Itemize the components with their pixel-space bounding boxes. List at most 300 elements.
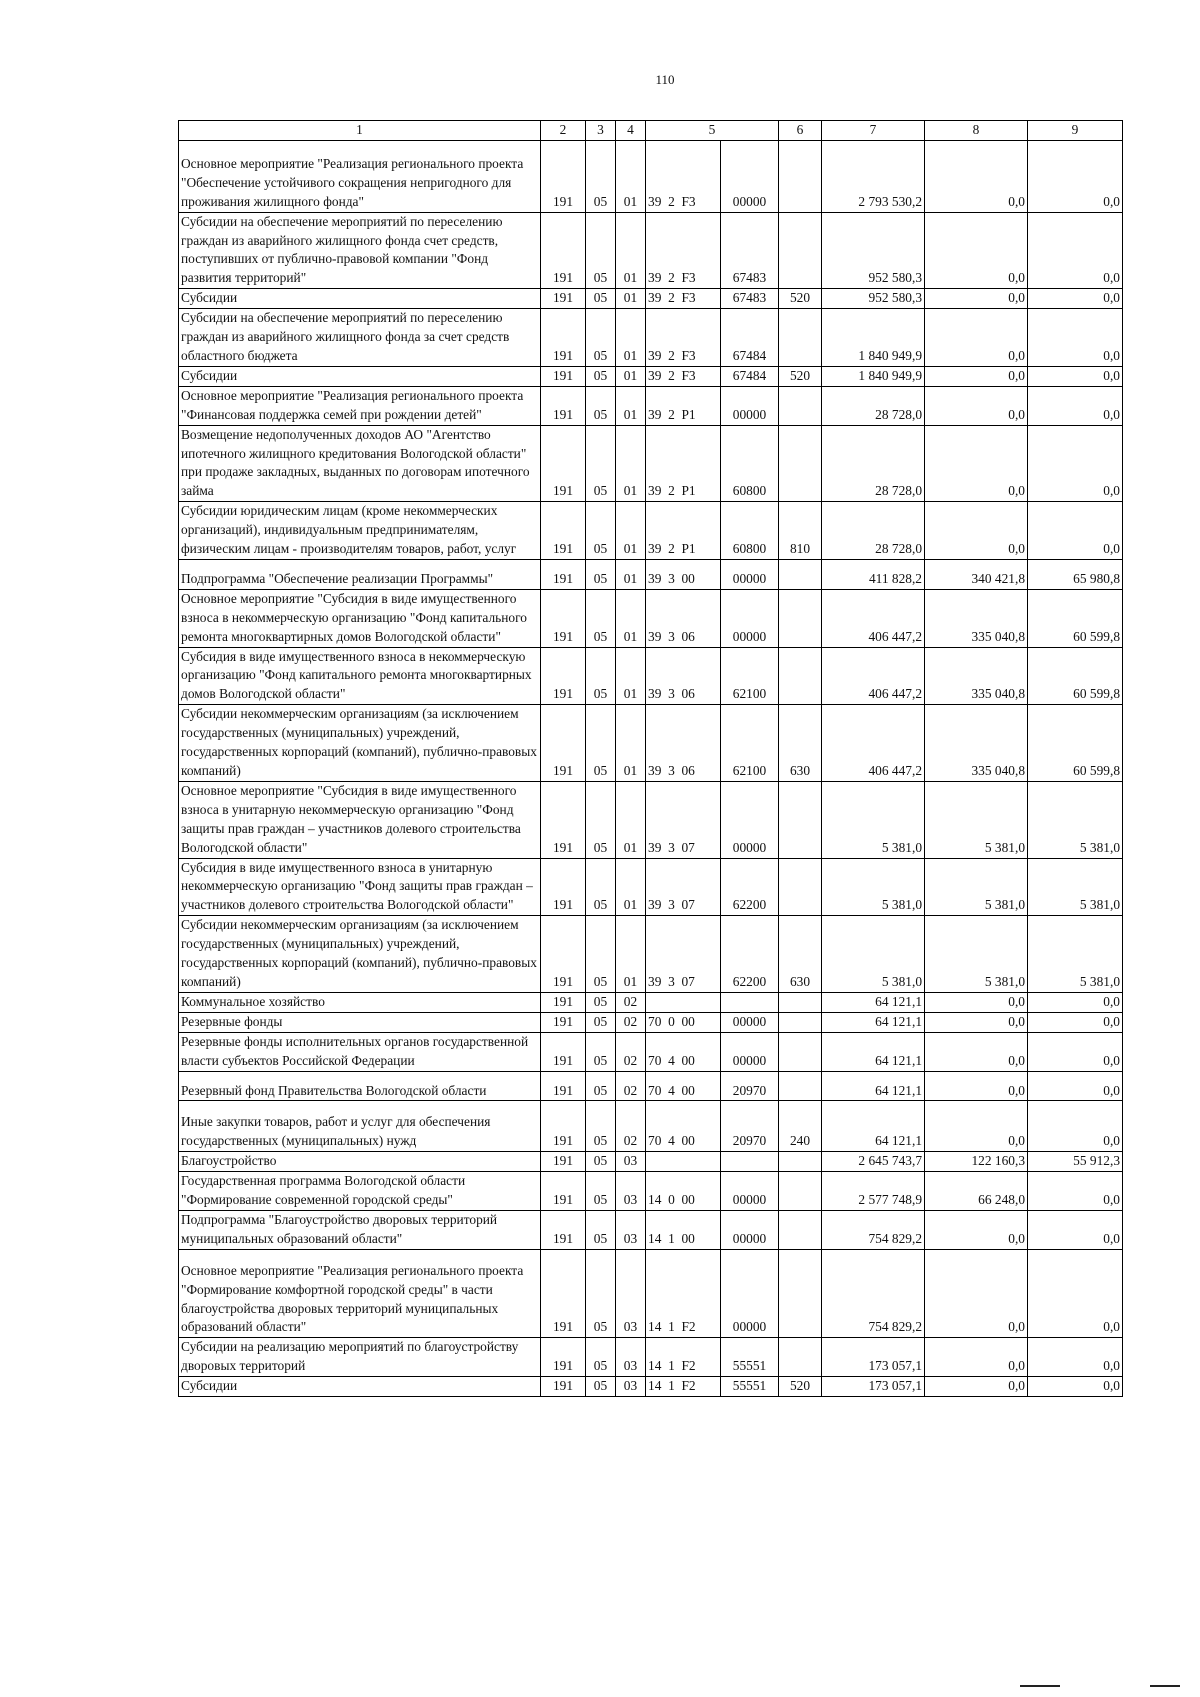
amount-col-7: 406 447,2 <box>822 589 925 647</box>
subsection-code: 01 <box>616 589 646 647</box>
row-name: Основное мероприятие "Реализация регионального проекта "Формирование комфортной городской среды" в части благоустройства дворовых территорий муниципальных образований области" <box>179 1249 541 1338</box>
amount-col-7: 5 381,0 <box>822 781 925 858</box>
expense-type-code <box>779 1032 822 1071</box>
expense-type-code: 240 <box>779 1101 822 1152</box>
section-code: 05 <box>586 366 616 386</box>
amount-col-7: 754 829,2 <box>822 1210 925 1249</box>
header-cell: 9 <box>1028 121 1123 141</box>
amount-col-8: 0,0 <box>925 1071 1028 1101</box>
section-code: 05 <box>586 1338 616 1377</box>
header-cell: 4 <box>616 121 646 141</box>
table-row <box>179 1152 1123 1172</box>
subsection-code: 01 <box>616 289 646 309</box>
target-article-program: 14 1 F2 <box>646 1249 721 1338</box>
target-article-program: 39 2 F3 <box>646 140 721 212</box>
row-name: Субсидии <box>179 289 541 309</box>
amount-col-8: 0,0 <box>925 992 1028 1012</box>
target-article-code: 62200 <box>721 858 779 916</box>
grbs-code: 191 <box>541 916 586 993</box>
amount-col-9: 0,0 <box>1028 1249 1123 1338</box>
grbs-code: 191 <box>541 1012 586 1032</box>
table-row <box>179 559 1123 589</box>
amount-col-7: 952 580,3 <box>822 289 925 309</box>
amount-col-7: 173 057,1 <box>822 1338 925 1377</box>
grbs-code: 191 <box>541 289 586 309</box>
header-row <box>179 121 1123 141</box>
amount-col-9: 60 599,8 <box>1028 705 1123 782</box>
row-name: Основное мероприятие "Реализация регионального проекта "Обеспечение устойчивого сокращения непригодного для проживания жилищного фонда" <box>179 140 541 212</box>
row-name: Субсидии <box>179 1377 541 1397</box>
amount-col-7: 411 828,2 <box>822 559 925 589</box>
expense-type-code <box>779 1172 822 1211</box>
expense-type-code <box>779 140 822 212</box>
subsection-code: 01 <box>616 858 646 916</box>
amount-col-9: 0,0 <box>1028 1377 1123 1397</box>
amount-col-7: 5 381,0 <box>822 858 925 916</box>
expense-type-code <box>779 647 822 705</box>
expense-type-code <box>779 386 822 425</box>
amount-col-8: 0,0 <box>925 140 1028 212</box>
table-row <box>179 1377 1123 1397</box>
table-row <box>179 1101 1123 1152</box>
amount-col-9: 0,0 <box>1028 1032 1123 1071</box>
section-code: 05 <box>586 589 616 647</box>
table-row <box>179 858 1123 916</box>
amount-col-8: 0,0 <box>925 309 1028 367</box>
amount-col-8: 0,0 <box>925 1377 1028 1397</box>
row-name: Государственная программа Вологодской области "Формирование современной городской среды" <box>179 1172 541 1211</box>
subsection-code: 01 <box>616 647 646 705</box>
grbs-code: 191 <box>541 386 586 425</box>
target-article-program: 39 2 F3 <box>646 212 721 289</box>
subsection-code: 01 <box>616 425 646 502</box>
header-cell: 8 <box>925 121 1028 141</box>
row-name: Субсидии <box>179 366 541 386</box>
amount-col-8: 340 421,8 <box>925 559 1028 589</box>
amount-col-9: 5 381,0 <box>1028 858 1123 916</box>
target-article-code: 00000 <box>721 140 779 212</box>
amount-col-8: 0,0 <box>925 502 1028 560</box>
table-row <box>179 1012 1123 1032</box>
amount-col-9: 60 599,8 <box>1028 589 1123 647</box>
target-article-program: 14 0 00 <box>646 1172 721 1211</box>
table-row <box>179 386 1123 425</box>
amount-col-8: 5 381,0 <box>925 858 1028 916</box>
amount-col-8: 0,0 <box>925 289 1028 309</box>
grbs-code: 191 <box>541 589 586 647</box>
section-code: 05 <box>586 1249 616 1338</box>
target-article-code: 00000 <box>721 386 779 425</box>
grbs-code: 191 <box>541 1152 586 1172</box>
target-article-code: 00000 <box>721 1012 779 1032</box>
expense-type-code: 520 <box>779 366 822 386</box>
amount-col-9: 0,0 <box>1028 140 1123 212</box>
amount-col-9: 0,0 <box>1028 502 1123 560</box>
amount-col-9: 0,0 <box>1028 386 1123 425</box>
amount-col-7: 64 121,1 <box>822 1071 925 1101</box>
table-row <box>179 781 1123 858</box>
target-article-code: 67484 <box>721 366 779 386</box>
expense-type-code <box>779 1071 822 1101</box>
table-row <box>179 1032 1123 1071</box>
grbs-code: 191 <box>541 212 586 289</box>
target-article-program: 39 2 P1 <box>646 502 721 560</box>
target-article-code: 00000 <box>721 781 779 858</box>
amount-col-7: 2 793 530,2 <box>822 140 925 212</box>
row-name: Возмещение недополученных доходов АО "Агентство ипотечного жилищного кредитования Вологодской области" при продаже закладных, выданных по договорам ипотечного займа <box>179 425 541 502</box>
header-cell: 2 <box>541 121 586 141</box>
table-row <box>179 647 1123 705</box>
budget-table <box>178 120 1123 1397</box>
amount-col-7: 28 728,0 <box>822 502 925 560</box>
amount-col-9: 0,0 <box>1028 289 1123 309</box>
table-row <box>179 366 1123 386</box>
section-code: 05 <box>586 425 616 502</box>
amount-col-8: 0,0 <box>925 386 1028 425</box>
expense-type-code <box>779 1210 822 1249</box>
table-row <box>179 1071 1123 1101</box>
target-article-program: 39 3 06 <box>646 705 721 782</box>
target-article-program: 70 4 00 <box>646 1101 721 1152</box>
target-article-code: 20970 <box>721 1101 779 1152</box>
target-article-program: 14 1 F2 <box>646 1377 721 1397</box>
grbs-code: 191 <box>541 647 586 705</box>
amount-col-7: 1 840 949,9 <box>822 309 925 367</box>
grbs-code: 191 <box>541 502 586 560</box>
amount-col-9: 0,0 <box>1028 309 1123 367</box>
grbs-code: 191 <box>541 1032 586 1071</box>
table-row <box>179 1172 1123 1211</box>
row-name: Резервные фонды <box>179 1012 541 1032</box>
amount-col-9: 0,0 <box>1028 1101 1123 1152</box>
section-code: 05 <box>586 1012 616 1032</box>
expense-type-code: 630 <box>779 705 822 782</box>
row-name: Субсидии на обеспечение мероприятий по переселению граждан из аварийного жилищного фонда счет средств, поступивших от публично-правовой компании "Фонд развития территорий" <box>179 212 541 289</box>
amount-col-8: 0,0 <box>925 366 1028 386</box>
section-code: 05 <box>586 502 616 560</box>
subsection-code: 01 <box>616 366 646 386</box>
section-code: 05 <box>586 289 616 309</box>
target-article-program: 39 2 F3 <box>646 366 721 386</box>
table-row <box>179 140 1123 212</box>
target-article-code: 00000 <box>721 1172 779 1211</box>
expense-type-code <box>779 1152 822 1172</box>
amount-col-7: 1 840 949,9 <box>822 366 925 386</box>
row-name: Основное мероприятие "Реализация регионального проекта "Финансовая поддержка семей при рождении детей" <box>179 386 541 425</box>
table-row <box>179 1338 1123 1377</box>
row-name: Подпрограмма "Благоустройство дворовых территорий муниципальных образований области" <box>179 1210 541 1249</box>
target-article-code: 60800 <box>721 502 779 560</box>
amount-col-7: 406 447,2 <box>822 647 925 705</box>
row-name: Субсидии некоммерческим организациям (за исключением государственных (муниципальных) учреждений, государственных корпораций (компаний), публично-правовых компаний) <box>179 705 541 782</box>
scan-mark <box>1020 1685 1060 1687</box>
amount-col-9: 0,0 <box>1028 366 1123 386</box>
target-article-program <box>646 1152 721 1172</box>
subsection-code: 02 <box>616 1032 646 1071</box>
target-article-code: 62100 <box>721 647 779 705</box>
header-cell: 3 <box>586 121 616 141</box>
grbs-code: 191 <box>541 309 586 367</box>
grbs-code: 191 <box>541 366 586 386</box>
expense-type-code: 520 <box>779 289 822 309</box>
target-article-code: 55551 <box>721 1338 779 1377</box>
amount-col-7: 406 447,2 <box>822 705 925 782</box>
target-article-program: 39 3 07 <box>646 858 721 916</box>
amount-col-7: 64 121,1 <box>822 1032 925 1071</box>
subsection-code: 01 <box>616 140 646 212</box>
target-article-program: 39 3 06 <box>646 589 721 647</box>
amount-col-7: 28 728,0 <box>822 425 925 502</box>
target-article-code <box>721 1152 779 1172</box>
amount-col-7: 173 057,1 <box>822 1377 925 1397</box>
subsection-code: 03 <box>616 1338 646 1377</box>
target-article-program: 39 2 F3 <box>646 289 721 309</box>
subsection-code: 01 <box>616 559 646 589</box>
amount-col-7: 64 121,1 <box>822 1012 925 1032</box>
amount-col-8: 0,0 <box>925 1032 1028 1071</box>
amount-col-9: 0,0 <box>1028 1071 1123 1101</box>
subsection-code: 02 <box>616 1071 646 1101</box>
row-name: Субсидии некоммерческим организациям (за исключением государственных (муниципальных) учреждений, государственных корпораций (компаний), публично-правовых компаний) <box>179 916 541 993</box>
row-name: Благоустройство <box>179 1152 541 1172</box>
expense-type-code <box>779 589 822 647</box>
amount-col-9: 5 381,0 <box>1028 916 1123 993</box>
amount-col-7: 2 577 748,9 <box>822 1172 925 1211</box>
expense-type-code <box>779 1012 822 1032</box>
amount-col-7: 2 645 743,7 <box>822 1152 925 1172</box>
target-article-code: 60800 <box>721 425 779 502</box>
target-article-program: 70 4 00 <box>646 1071 721 1101</box>
target-article-code: 20970 <box>721 1071 779 1101</box>
amount-col-8: 66 248,0 <box>925 1172 1028 1211</box>
target-article-program: 39 3 06 <box>646 647 721 705</box>
table-row <box>179 502 1123 560</box>
target-article-program: 39 2 F3 <box>646 309 721 367</box>
grbs-code: 191 <box>541 1249 586 1338</box>
target-article-code: 62200 <box>721 916 779 993</box>
amount-col-9: 0,0 <box>1028 1338 1123 1377</box>
row-name: Субсидия в виде имущественного взноса в некоммерческую организацию "Фонд капитального ремонта многоквартирных домов Вологодской области" <box>179 647 541 705</box>
table-body <box>179 140 1123 1396</box>
amount-col-9: 0,0 <box>1028 1012 1123 1032</box>
page-number: 110 <box>655 72 675 87</box>
target-article-code: 62100 <box>721 705 779 782</box>
amount-col-9: 0,0 <box>1028 212 1123 289</box>
section-code: 05 <box>586 1210 616 1249</box>
target-article-code: 67483 <box>721 212 779 289</box>
row-name: Субсидии юридическим лицам (кроме некоммерческих организаций), индивидуальным предпринимателям, физическим лицам - производителям товаров, работ, услуг <box>179 502 541 560</box>
target-article-code: 00000 <box>721 589 779 647</box>
expense-type-code: 810 <box>779 502 822 560</box>
target-article-program: 39 2 P1 <box>646 425 721 502</box>
subsection-code: 02 <box>616 992 646 1012</box>
amount-col-9: 0,0 <box>1028 1210 1123 1249</box>
amount-col-7: 952 580,3 <box>822 212 925 289</box>
grbs-code: 191 <box>541 858 586 916</box>
amount-col-8: 0,0 <box>925 1338 1028 1377</box>
table-row <box>179 705 1123 782</box>
expense-type-code <box>779 309 822 367</box>
amount-col-8: 335 040,8 <box>925 705 1028 782</box>
row-name: Основное мероприятие "Субсидия в виде имущественного взноса в некоммерческую организацию "Фонд капитального ремонта многоквартирных домов Вологодской области" <box>179 589 541 647</box>
section-code: 05 <box>586 559 616 589</box>
expense-type-code <box>779 1338 822 1377</box>
row-name: Субсидии на обеспечение мероприятий по переселению граждан из аварийного жилищного фонда за счет средств областного бюджета <box>179 309 541 367</box>
amount-col-8: 5 381,0 <box>925 916 1028 993</box>
section-code: 05 <box>586 916 616 993</box>
row-name: Резервные фонды исполнительных органов государственной власти субъектов Российской Федерации <box>179 1032 541 1071</box>
section-code: 05 <box>586 1377 616 1397</box>
target-article-program <box>646 992 721 1012</box>
row-name: Резервный фонд Правительства Вологодской области <box>179 1071 541 1101</box>
section-code: 05 <box>586 1032 616 1071</box>
section-code: 05 <box>586 781 616 858</box>
target-article-code: 55551 <box>721 1377 779 1397</box>
subsection-code: 01 <box>616 386 646 425</box>
table-row <box>179 1210 1123 1249</box>
section-code: 05 <box>586 1071 616 1101</box>
amount-col-9: 0,0 <box>1028 1172 1123 1211</box>
subsection-code: 03 <box>616 1210 646 1249</box>
target-article-code: 67483 <box>721 289 779 309</box>
target-article-program: 39 3 07 <box>646 916 721 993</box>
target-article-code: 00000 <box>721 1032 779 1071</box>
amount-col-9: 0,0 <box>1028 425 1123 502</box>
header-cell: 6 <box>779 121 822 141</box>
scan-mark <box>1150 1685 1180 1687</box>
grbs-code: 191 <box>541 781 586 858</box>
expense-type-code <box>779 212 822 289</box>
row-name: Коммунальное хозяйство <box>179 992 541 1012</box>
table-row <box>179 589 1123 647</box>
amount-col-9: 65 980,8 <box>1028 559 1123 589</box>
amount-col-8: 0,0 <box>925 1012 1028 1032</box>
subsection-code: 01 <box>616 705 646 782</box>
target-article-program: 39 3 00 <box>646 559 721 589</box>
subsection-code: 01 <box>616 212 646 289</box>
target-article-program: 14 1 00 <box>646 1210 721 1249</box>
amount-col-8: 0,0 <box>925 1101 1028 1152</box>
table-row <box>179 916 1123 993</box>
amount-col-8: 0,0 <box>925 1249 1028 1338</box>
subsection-code: 01 <box>616 916 646 993</box>
amount-col-9: 0,0 <box>1028 992 1123 1012</box>
amount-col-7: 64 121,1 <box>822 992 925 1012</box>
table-row <box>179 212 1123 289</box>
amount-col-7: 5 381,0 <box>822 916 925 993</box>
target-article-program: 14 1 F2 <box>646 1338 721 1377</box>
expense-type-code <box>779 425 822 502</box>
target-article-code: 00000 <box>721 1249 779 1338</box>
subsection-code: 01 <box>616 781 646 858</box>
section-code: 05 <box>586 992 616 1012</box>
table-row <box>179 289 1123 309</box>
section-code: 05 <box>586 386 616 425</box>
section-code: 05 <box>586 705 616 782</box>
row-name: Основное мероприятие "Субсидия в виде имущественного взноса в унитарную некоммерческую организацию "Фонд защиты прав граждан – участников долевого строительства Вологодской области" <box>179 781 541 858</box>
amount-col-9: 55 912,3 <box>1028 1152 1123 1172</box>
subsection-code: 01 <box>616 502 646 560</box>
amount-col-8: 335 040,8 <box>925 589 1028 647</box>
expense-type-code <box>779 992 822 1012</box>
header-cell: 1 <box>179 121 541 141</box>
section-code: 05 <box>586 212 616 289</box>
target-article-program: 39 2 P1 <box>646 386 721 425</box>
target-article-program: 70 0 00 <box>646 1012 721 1032</box>
subsection-code: 03 <box>616 1152 646 1172</box>
subsection-code: 02 <box>616 1012 646 1032</box>
grbs-code: 191 <box>541 992 586 1012</box>
section-code: 05 <box>586 309 616 367</box>
section-code: 05 <box>586 647 616 705</box>
grbs-code: 191 <box>541 1101 586 1152</box>
grbs-code: 191 <box>541 425 586 502</box>
grbs-code: 191 <box>541 1377 586 1397</box>
section-code: 05 <box>586 140 616 212</box>
table-row <box>179 425 1123 502</box>
expense-type-code: 630 <box>779 916 822 993</box>
expense-type-code: 520 <box>779 1377 822 1397</box>
section-code: 05 <box>586 1101 616 1152</box>
table-row <box>179 992 1123 1012</box>
target-article-code: 67484 <box>721 309 779 367</box>
grbs-code: 191 <box>541 559 586 589</box>
grbs-code: 191 <box>541 1210 586 1249</box>
header-cell: 5 <box>646 121 779 141</box>
target-article-code: 00000 <box>721 1210 779 1249</box>
table-row <box>179 1249 1123 1338</box>
subsection-code: 02 <box>616 1101 646 1152</box>
subsection-code: 03 <box>616 1377 646 1397</box>
section-code: 05 <box>586 1152 616 1172</box>
target-article-code <box>721 992 779 1012</box>
subsection-code: 03 <box>616 1249 646 1338</box>
row-name: Иные закупки товаров, работ и услуг для обеспечения государственных (муниципальных) нужд <box>179 1101 541 1152</box>
subsection-code: 01 <box>616 309 646 367</box>
amount-col-8: 5 381,0 <box>925 781 1028 858</box>
target-article-program: 39 3 07 <box>646 781 721 858</box>
table-row <box>179 309 1123 367</box>
grbs-code: 191 <box>541 1338 586 1377</box>
header-cell: 7 <box>822 121 925 141</box>
target-article-program: 70 4 00 <box>646 1032 721 1071</box>
expense-type-code <box>779 781 822 858</box>
expense-type-code <box>779 559 822 589</box>
amount-col-7: 64 121,1 <box>822 1101 925 1152</box>
amount-col-7: 28 728,0 <box>822 386 925 425</box>
expense-type-code <box>779 1249 822 1338</box>
target-article-code: 00000 <box>721 559 779 589</box>
amount-col-7: 754 829,2 <box>822 1249 925 1338</box>
row-name: Подпрограмма "Обеспечение реализации Программы" <box>179 559 541 589</box>
grbs-code: 191 <box>541 140 586 212</box>
amount-col-9: 60 599,8 <box>1028 647 1123 705</box>
subsection-code: 03 <box>616 1172 646 1211</box>
grbs-code: 191 <box>541 705 586 782</box>
amount-col-8: 0,0 <box>925 425 1028 502</box>
grbs-code: 191 <box>541 1172 586 1211</box>
amount-col-8: 335 040,8 <box>925 647 1028 705</box>
grbs-code: 191 <box>541 1071 586 1101</box>
amount-col-8: 122 160,3 <box>925 1152 1028 1172</box>
amount-col-8: 0,0 <box>925 212 1028 289</box>
section-code: 05 <box>586 1172 616 1211</box>
row-name: Субсидии на реализацию мероприятий по благоустройству дворовых территорий <box>179 1338 541 1377</box>
section-code: 05 <box>586 858 616 916</box>
amount-col-8: 0,0 <box>925 1210 1028 1249</box>
row-name: Субсидия в виде имущественного взноса в унитарную некоммерческую организацию "Фонд защиты прав граждан – участников долевого строительства Вологодской области" <box>179 858 541 916</box>
amount-col-9: 5 381,0 <box>1028 781 1123 858</box>
